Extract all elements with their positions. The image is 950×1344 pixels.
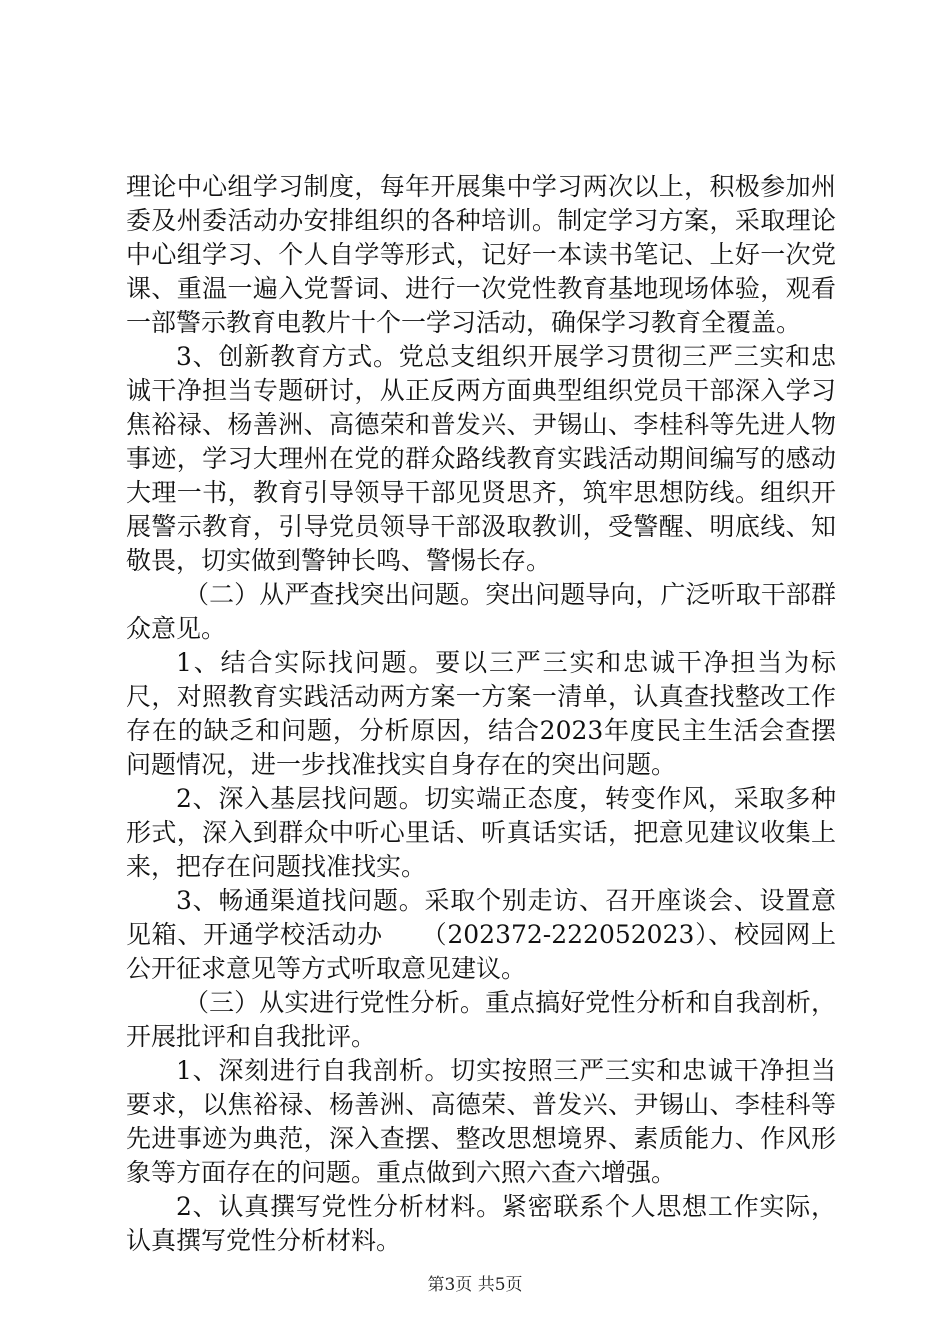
- page-footer: 第3页 共5页: [427, 1275, 523, 1295]
- paragraph-find-problems-channels: 3、畅通渠道找问题。采取个别走访、召开座谈会、设置意见箱、开通学校活动办 （202372-222052023）、校园网上公开征求意见等方式听取意见建议。: [126, 886, 836, 983]
- section-heading-find-problems: （二）从严查找突出问题。突出问题导向，广泛听取干部群众意见。: [126, 580, 836, 643]
- paragraph-innovate-education: 3、创新教育方式。党总支组织开展学习贯彻三严三实和忠诚干净担当专题研讨，从正反两方面典型组织党员干部深入学习焦裕禄、杨善洲、高德荣和普发兴、尹锡山、李桂科等先进人物事迹，学习大理州在党的群众路线教育实践活动期间编写的感动大理一书，教育引导领导干部见贤思齐，筑牢思想防线。组织开展警示教育，引导党员领导干部汲取教训，受警醒、明底线、知敬畏，切实做到警钟长鸣、警惕长存。: [126, 342, 836, 575]
- paragraph-find-problems-practice: 1、结合实际找问题。要以三严三实和忠诚干净担当为标尺，对照教育实践活动两方案一方案一清单，认真查找整改工作存在的缺乏和问题，分析原因，结合2023年度民主生活会查摆问题情况，进一步找准找实自身存在的突出问题。: [126, 648, 836, 779]
- section-heading-party-analysis: （三）从实进行党性分析。重点搞好党性分析和自我剖析，开展批评和自我批评。: [126, 988, 836, 1051]
- paragraph-study-system: 理论中心组学习制度，每年开展集中学习两次以上，积极参加州委及州委活动办安排组织的各种培训。制定学习方案，采取理论中心组学习、个人自学等形式，记好一本读书笔记、上好一次党课、重温一遍入党誓词、进行一次党性教育基地现场体验，观看一部警示教育电教片十个一学习活动，确保学习教育全覆盖。: [126, 172, 836, 337]
- paragraph-write-materials: 2、认真撰写党性分析材料。紧密联系个人思想工作实际，认真撰写党性分析材料。: [126, 1192, 836, 1255]
- paragraph-self-analysis: 1、深刻进行自我剖析。切实按照三严三实和忠诚干净担当要求，以焦裕禄、杨善洲、高德荣、普发兴、尹锡山、李桂科等先进事迹为典范，深入查摆、整改思想境界、素质能力、作风形象等方面存在的问题。重点做到六照六查六增强。: [126, 1056, 836, 1187]
- paragraph-find-problems-grassroots: 2、深入基层找问题。切实端正态度，转变作风，采取多种形式，深入到群众中听心里话、听真话实话，把意见建议收集上来，把存在问题找准找实。: [126, 784, 836, 881]
- document-body: [126, 170, 836, 1258]
